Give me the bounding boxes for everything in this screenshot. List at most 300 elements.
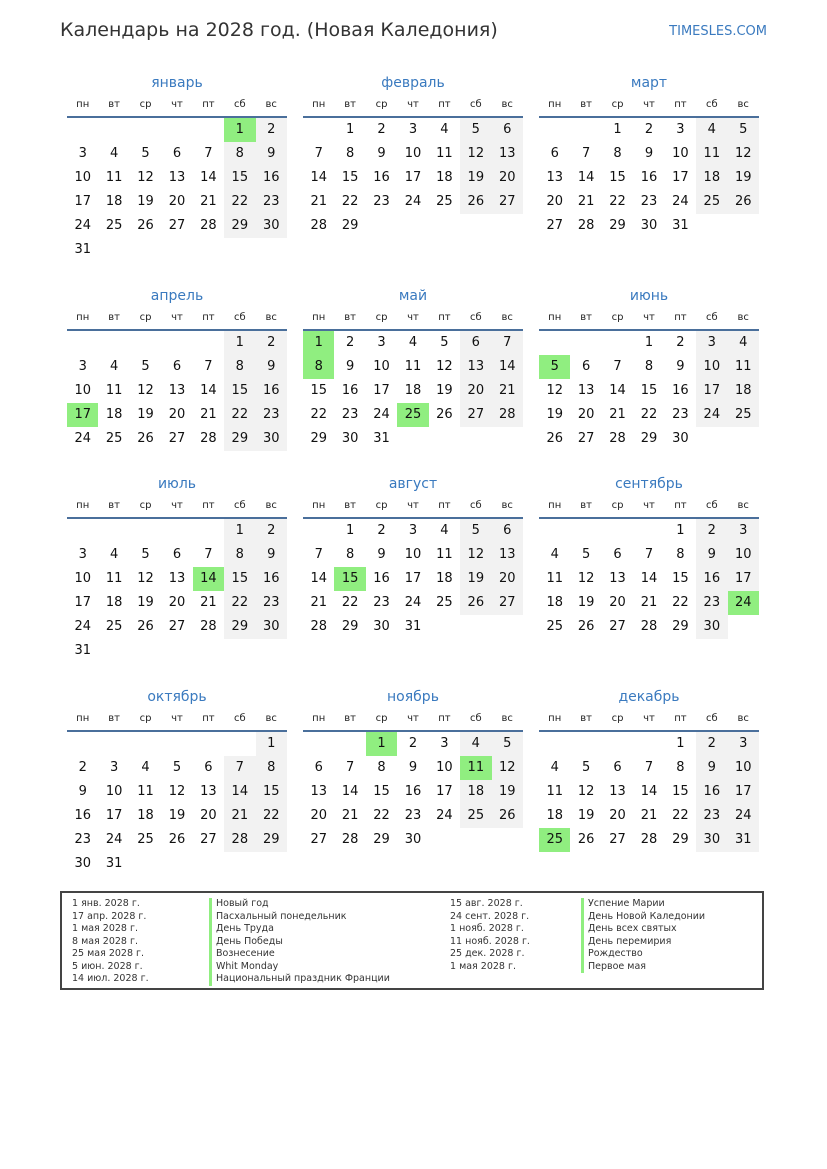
- day-blank: [130, 732, 161, 756]
- day-cell: 16: [373, 571, 390, 586]
- day-cell: 10: [74, 571, 91, 586]
- day-cell: 29: [310, 431, 327, 446]
- day-cell: 17: [67, 403, 98, 427]
- weekday-label: вт: [580, 500, 592, 511]
- day-cell: 7: [204, 359, 213, 374]
- day-cell: 18: [436, 571, 453, 586]
- day-grid: [67, 519, 287, 663]
- weekday-label: ср: [375, 500, 388, 511]
- day-cell: 1: [345, 523, 355, 538]
- day-cell: 3: [377, 335, 386, 350]
- day-cell: 15: [640, 383, 658, 398]
- day-cell: 2: [676, 335, 685, 350]
- weekday-label: ср: [611, 713, 624, 724]
- day-cell: 9: [377, 146, 386, 161]
- weekday-label: сб: [233, 99, 246, 110]
- day-cell: 18: [105, 407, 123, 422]
- day-cell: 11: [105, 571, 123, 586]
- day-grid: [67, 331, 287, 451]
- day-cell: 14: [640, 784, 658, 799]
- day-cell: 6: [550, 146, 559, 161]
- weekday-label: пт: [202, 500, 215, 511]
- day-blank: [130, 331, 161, 355]
- day-cell: 25: [436, 194, 453, 209]
- day-blank: [570, 331, 601, 355]
- day-cell: 7: [204, 146, 213, 161]
- weekday-label: сб: [705, 500, 718, 511]
- day-cell: 21: [200, 595, 217, 610]
- day-cell: 21: [310, 194, 327, 209]
- weekday-label: пт: [438, 713, 451, 724]
- day-cell: 26: [460, 591, 491, 615]
- day-cell: 11: [460, 756, 491, 780]
- day-cell: 6: [172, 146, 182, 161]
- day-blank: [539, 118, 570, 142]
- weekday-label: вт: [580, 99, 592, 110]
- weekday-label: пт: [438, 312, 451, 323]
- weekday-header: [67, 94, 287, 118]
- legend-left-names: [209, 898, 390, 986]
- day-cell: 26: [546, 431, 563, 446]
- day-cell: 4: [440, 122, 449, 137]
- day-cell: 16: [74, 808, 91, 823]
- day-cell: 5: [172, 760, 182, 775]
- weekday-label: вт: [108, 312, 120, 323]
- weekday-label: вт: [344, 500, 356, 511]
- day-blank: [130, 118, 161, 142]
- weekday-label: пн: [76, 713, 90, 724]
- legend-holiday-name: Whit Monday: [209, 961, 390, 974]
- weekday-label: чт: [643, 99, 655, 110]
- day-cell: 11: [696, 142, 727, 166]
- weekday-header: [303, 495, 523, 519]
- day-cell: 28: [341, 832, 359, 847]
- day-cell: 1: [303, 331, 334, 355]
- day-blank: [98, 519, 129, 543]
- day-cell: 28: [200, 218, 217, 233]
- day-cell: 28: [310, 218, 327, 233]
- day-cell: 24: [105, 832, 123, 847]
- day-cell: 26: [137, 619, 154, 634]
- weekday-label: вс: [501, 99, 513, 110]
- day-cell: 20: [577, 407, 595, 422]
- day-cell: 30: [256, 615, 287, 639]
- day-cell: 4: [728, 331, 759, 355]
- day-cell: 19: [460, 166, 491, 190]
- day-cell: 24: [74, 431, 91, 446]
- month-1: [303, 72, 523, 238]
- day-cell: 7: [581, 146, 591, 161]
- day-cell: 13: [492, 142, 523, 166]
- day-cell: 18: [105, 194, 123, 209]
- day-cell: 13: [168, 571, 186, 586]
- day-cell: 4: [440, 523, 449, 538]
- month-name: июнь: [629, 288, 669, 304]
- day-cell: 15: [672, 571, 689, 586]
- weekday-label: вс: [501, 312, 513, 323]
- day-cell: 29: [640, 431, 658, 446]
- day-cell: 8: [256, 756, 287, 780]
- day-cell: 26: [577, 619, 595, 634]
- day-cell: 10: [436, 760, 453, 775]
- day-cell: 15: [224, 166, 255, 190]
- day-cell: 20: [200, 808, 217, 823]
- day-cell: 23: [404, 808, 422, 823]
- day-cell: 19: [137, 194, 154, 209]
- day-cell: 11: [404, 359, 422, 374]
- weekday-label: чт: [407, 312, 419, 323]
- day-cell: 8: [613, 146, 622, 161]
- legend-right-names: [581, 898, 705, 973]
- day-blank: [98, 732, 129, 756]
- day-cell: 7: [345, 760, 355, 775]
- day-cell: 15: [672, 784, 689, 799]
- day-cell: 26: [137, 218, 154, 233]
- weekday-header: [67, 495, 287, 519]
- weekday-label: чт: [171, 99, 183, 110]
- day-cell: 29: [672, 832, 689, 847]
- day-blank: [67, 331, 98, 355]
- day-cell: 13: [546, 170, 563, 185]
- month-9: [67, 686, 287, 876]
- day-cell: 28: [640, 832, 658, 847]
- day-cell: 17: [74, 595, 91, 610]
- day-cell: 11: [436, 547, 453, 562]
- day-cell: 4: [109, 146, 119, 161]
- day-cell: 14: [193, 567, 224, 591]
- day-cell: 16: [640, 170, 658, 185]
- day-cell: 17: [728, 780, 759, 804]
- day-cell: 18: [728, 379, 759, 403]
- day-blank: [303, 519, 334, 543]
- weekday-label: сб: [233, 713, 246, 724]
- weekday-label: сб: [705, 99, 718, 110]
- legend-holiday-name: Рождество: [581, 948, 705, 961]
- legend-holiday-name: День перемирия: [581, 936, 705, 949]
- day-cell: 24: [404, 595, 422, 610]
- day-cell: 29: [373, 832, 390, 847]
- day-cell: 24: [672, 194, 689, 209]
- legend-date: 1 янв. 2028 г.: [72, 898, 140, 909]
- weekday-label: чт: [407, 713, 419, 724]
- day-cell: 30: [373, 619, 390, 634]
- day-cell: 4: [460, 732, 491, 756]
- day-cell: 15: [341, 170, 359, 185]
- day-cell: 9: [408, 760, 418, 775]
- day-cell: 7: [204, 547, 213, 562]
- day-cell: 21: [577, 194, 595, 209]
- legend-holiday-name: Новый год: [209, 898, 390, 911]
- weekday-label: пт: [202, 713, 215, 724]
- day-cell: 27: [168, 431, 186, 446]
- month-8: [539, 473, 759, 639]
- day-cell: 28: [224, 828, 255, 852]
- weekday-label: чт: [171, 713, 183, 724]
- legend-holiday-name: День Победы: [209, 936, 390, 949]
- day-cell: 29: [224, 214, 255, 238]
- weekday-label: пт: [202, 312, 215, 323]
- weekday-label: чт: [171, 500, 183, 511]
- day-cell: 11: [105, 170, 123, 185]
- day-cell: 5: [581, 547, 591, 562]
- weekday-label: ср: [611, 99, 624, 110]
- day-cell: 17: [436, 784, 453, 799]
- day-cell: 29: [224, 615, 255, 639]
- day-cell: 9: [676, 359, 685, 374]
- day-cell: 1: [613, 122, 622, 137]
- day-blank: [193, 732, 224, 756]
- day-cell: 20: [460, 379, 491, 403]
- day-cell: 5: [539, 355, 570, 379]
- day-blank: [570, 519, 601, 543]
- day-cell: 31: [373, 431, 390, 446]
- day-cell: 24: [74, 218, 91, 233]
- day-cell: 16: [256, 567, 287, 591]
- day-cell: 27: [310, 832, 327, 847]
- day-cell: 1: [366, 732, 397, 756]
- day-cell: 21: [200, 194, 217, 209]
- month-name: декабрь: [618, 689, 680, 705]
- weekday-label: вс: [501, 500, 513, 511]
- day-cell: 12: [460, 142, 491, 166]
- day-cell: 17: [105, 808, 123, 823]
- day-cell: 7: [644, 760, 654, 775]
- day-cell: 27: [168, 619, 186, 634]
- day-cell: 13: [310, 784, 327, 799]
- day-cell: 16: [341, 383, 359, 398]
- legend-holiday-name: День Труда: [209, 923, 390, 936]
- weekday-label: пн: [312, 312, 326, 323]
- legend-date: 1 мая 2028 г.: [72, 923, 138, 934]
- day-cell: 12: [577, 784, 595, 799]
- day-cell: 21: [640, 595, 658, 610]
- legend-holiday-name: Пасхальный понедельник: [209, 911, 390, 924]
- weekday-header: [67, 708, 287, 732]
- day-cell: 23: [672, 407, 689, 422]
- day-cell: 10: [728, 756, 759, 780]
- day-cell: 25: [105, 431, 123, 446]
- day-cell: 3: [728, 732, 759, 756]
- weekday-label: пт: [674, 99, 687, 110]
- day-cell: 24: [436, 808, 453, 823]
- weekday-header: [303, 307, 523, 331]
- day-blank: [98, 331, 129, 355]
- day-cell: 3: [109, 760, 119, 775]
- day-cell: 24: [728, 591, 759, 615]
- weekday-label: сб: [469, 99, 482, 110]
- day-blank: [193, 331, 224, 355]
- day-cell: 10: [105, 784, 123, 799]
- day-cell: 19: [137, 595, 154, 610]
- day-cell: 18: [546, 808, 563, 823]
- page-title: Календарь на 2028 год. (Новая Каледония): [60, 19, 498, 41]
- day-cell: 13: [200, 784, 217, 799]
- weekday-label: вс: [737, 312, 749, 323]
- weekday-header: [303, 708, 523, 732]
- day-cell: 22: [640, 407, 658, 422]
- day-cell: 31: [728, 828, 759, 852]
- weekday-label: пт: [438, 500, 451, 511]
- weekday-label: вс: [737, 99, 749, 110]
- day-cell: 16: [696, 567, 727, 591]
- day-cell: 7: [492, 331, 523, 355]
- day-cell: 6: [613, 547, 622, 562]
- day-cell: 6: [581, 359, 591, 374]
- day-blank: [67, 118, 98, 142]
- day-cell: 5: [141, 146, 150, 161]
- day-cell: 3: [78, 547, 87, 562]
- weekday-label: пн: [548, 312, 562, 323]
- day-cell: 12: [460, 543, 491, 567]
- day-blank: [539, 331, 570, 355]
- day-cell: 21: [609, 407, 626, 422]
- day-cell: 30: [640, 218, 658, 233]
- day-cell: 22: [672, 808, 689, 823]
- day-cell: 19: [492, 780, 523, 804]
- day-cell: 14: [310, 571, 327, 586]
- day-cell: 7: [224, 756, 255, 780]
- day-cell: 16: [672, 383, 689, 398]
- weekday-label: ср: [139, 99, 152, 110]
- day-blank: [98, 118, 129, 142]
- day-cell: 30: [696, 828, 727, 852]
- day-blank: [570, 118, 601, 142]
- weekday-label: пт: [438, 99, 451, 110]
- day-cell: 18: [105, 595, 123, 610]
- day-cell: 1: [224, 519, 255, 543]
- day-cell: 26: [492, 804, 523, 828]
- day-cell: 26: [436, 407, 453, 422]
- day-cell: 2: [377, 122, 386, 137]
- day-cell: 19: [168, 808, 186, 823]
- day-blank: [602, 519, 633, 543]
- day-cell: 22: [373, 808, 390, 823]
- weekday-label: вт: [580, 312, 592, 323]
- day-cell: 27: [492, 591, 523, 615]
- weekday-label: ср: [375, 713, 388, 724]
- day-cell: 3: [408, 523, 418, 538]
- day-cell: 6: [492, 118, 523, 142]
- day-cell: 10: [696, 355, 727, 379]
- day-cell: 25: [460, 804, 491, 828]
- day-grid: [539, 519, 759, 639]
- day-cell: 10: [74, 170, 91, 185]
- day-cell: 8: [676, 547, 685, 562]
- month-4: [303, 285, 523, 451]
- day-cell: 12: [137, 383, 154, 398]
- weekday-label: пн: [548, 713, 562, 724]
- day-cell: 13: [492, 543, 523, 567]
- legend-date: 25 дек. 2028 г.: [450, 948, 525, 959]
- brand-link[interactable]: TIMESLES.COM: [669, 24, 767, 39]
- weekday-label: пт: [674, 713, 687, 724]
- day-blank: [602, 331, 633, 355]
- day-cell: 14: [341, 784, 359, 799]
- month-5: [539, 285, 759, 451]
- day-cell: 12: [137, 571, 154, 586]
- day-blank: [570, 732, 601, 756]
- weekday-label: сб: [469, 500, 482, 511]
- weekday-header: [539, 708, 759, 732]
- day-cell: 30: [256, 214, 287, 238]
- day-grid: [303, 519, 523, 639]
- legend-holiday-name: Вознесение: [209, 948, 390, 961]
- day-cell: 30: [696, 615, 727, 639]
- weekday-label: сб: [469, 713, 482, 724]
- month-name: февраль: [381, 75, 445, 91]
- day-cell: 10: [373, 359, 390, 374]
- day-cell: 10: [74, 383, 91, 398]
- day-cell: 18: [137, 808, 154, 823]
- legend-date: 11 нояб. 2028 г.: [450, 935, 530, 947]
- day-cell: 3: [728, 519, 759, 543]
- weekday-label: пн: [548, 500, 562, 511]
- day-cell: 21: [341, 808, 359, 823]
- day-cell: 8: [377, 760, 386, 775]
- day-cell: 5: [460, 118, 491, 142]
- day-grid: [539, 118, 759, 238]
- month-0: [67, 72, 287, 262]
- day-cell: 19: [546, 407, 563, 422]
- legend-holiday-name: День всех святых: [581, 923, 705, 936]
- day-cell: 10: [404, 146, 422, 161]
- day-cell: 14: [492, 355, 523, 379]
- day-cell: 13: [168, 170, 186, 185]
- weekday-label: вт: [108, 713, 120, 724]
- legend-holiday-name: Успение Марии: [581, 898, 705, 911]
- day-cell: 11: [546, 571, 563, 586]
- day-cell: 28: [577, 218, 595, 233]
- day-cell: 2: [78, 760, 87, 775]
- day-cell: 14: [577, 170, 595, 185]
- day-cell: 26: [137, 431, 154, 446]
- day-cell: 20: [492, 166, 523, 190]
- day-cell: 18: [546, 595, 563, 610]
- day-cell: 5: [141, 359, 150, 374]
- day-cell: 14: [224, 780, 255, 804]
- day-cell: 31: [404, 619, 422, 634]
- day-blank: [224, 732, 255, 756]
- day-cell: 9: [345, 359, 355, 374]
- weekday-label: пт: [202, 99, 215, 110]
- day-cell: 14: [640, 571, 658, 586]
- day-cell: 6: [172, 547, 182, 562]
- day-cell: 6: [613, 760, 622, 775]
- day-cell: 9: [256, 355, 287, 379]
- day-cell: 20: [609, 595, 626, 610]
- month-name: сентябрь: [615, 476, 683, 492]
- day-cell: 13: [609, 571, 626, 586]
- day-cell: 2: [408, 736, 418, 751]
- month-name: июль: [157, 476, 197, 492]
- day-cell: 17: [672, 170, 689, 185]
- day-cell: 30: [341, 431, 359, 446]
- day-cell: 16: [404, 784, 422, 799]
- weekday-label: пн: [76, 500, 90, 511]
- day-cell: 14: [609, 383, 626, 398]
- day-cell: 2: [696, 519, 727, 543]
- day-grid: [303, 732, 523, 852]
- day-cell: 29: [256, 828, 287, 852]
- weekday-label: чт: [643, 713, 655, 724]
- day-cell: 9: [256, 142, 287, 166]
- day-cell: 8: [345, 547, 355, 562]
- day-cell: 20: [546, 194, 563, 209]
- day-cell: 28: [200, 431, 217, 446]
- day-cell: 5: [141, 547, 150, 562]
- day-blank: [161, 331, 192, 355]
- day-cell: 14: [310, 170, 327, 185]
